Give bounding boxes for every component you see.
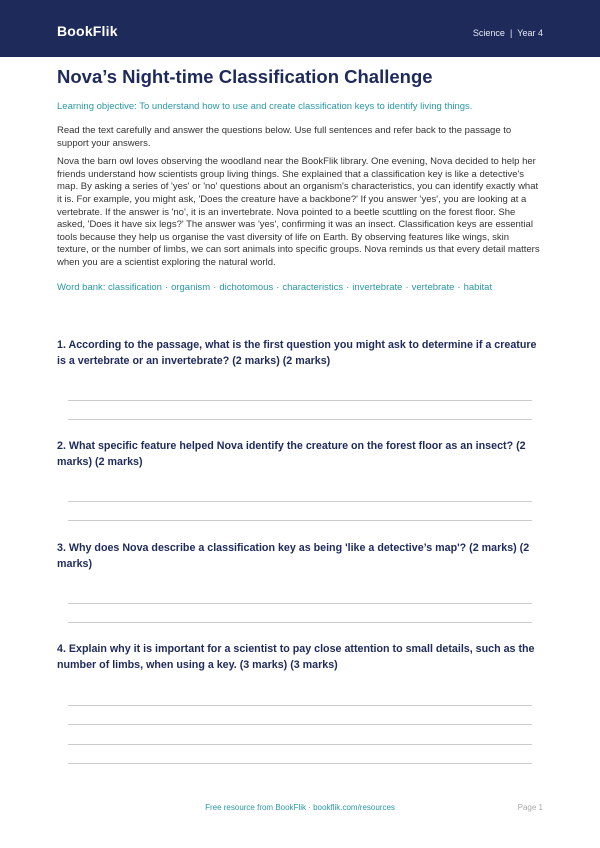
question-3 [57,541,543,572]
page-number: Page 1 [517,803,543,812]
word-bank-word: vertebrate [411,281,455,293]
question-1 [57,338,543,369]
word-bank-word: characteristics [282,281,344,293]
word-bank-word: invertebrate [352,281,403,293]
word-bank-separator: · [213,281,217,293]
question-text: 1. According to the passage, what is the first question you might ask to determine if a creature is a vertebrate or an invertebrate? (2 marks) (2 marks) [57,339,537,367]
learning-objective: Learning objective: To understand how to use and create classification keys to identify living things. [57,101,473,112]
answer-line[interactable] [68,705,532,706]
word-bank-word: dichotomous [219,281,274,293]
question-text: 2. What specific feature helped Nova identify the creature on the forest floor as an insect? (2 marks) (2 marks) [57,440,526,468]
word-bank-word: habitat [463,281,493,293]
word-bank [57,282,543,294]
word-bank-separator: · [405,281,409,293]
year-label: Year 4 [517,28,543,38]
reading-passage: Nova the barn owl loves observing the woodland near the BookFlik library. One evening, Nova decided to help her friends understand how scientists group living things. She explained that a classification key is like a detective's map. By asking a series of 'yes' or 'no' questions about an organism's characteristics, you can identify exactly what it is. For example, you might ask, 'Does the creature have a backbone?' If you answer 'yes', you are looking at a vertebrate. If the answer is 'no', it is an invertebrate. Nova pointed to a beetle scuttling on the forest floor. She asked, 'Does it have six legs?' The answer was 'yes', confirming it was an insect. Classification keys are essential tools because they help us organise the vast diversity of life on Earth. By observing features like wings, skin texture, or the number of limbs, we can sort animals into specific groups. Nova reminds us that every detail matters when you are a scientist exploring the natural world. [57,156,540,268]
instructions-text: Read the text carefully and answer the questions below. Use full sentences and refer back to the passage to support your answers. [57,125,512,149]
brand-logo-text: BookFlik [57,23,118,39]
question-4 [57,642,543,673]
worksheet-intro [57,66,543,294]
word-bank-word: classification [108,281,162,293]
word-bank-label: Word bank: [57,281,106,293]
answer-line[interactable] [68,400,532,401]
page-header [0,0,600,57]
question-text: 4. Explain why it is important for a scientist to pay close attention to small details, such as the number of limbs, when using a key. (3 marks) (3 marks) [57,643,535,671]
answer-line[interactable] [68,763,532,764]
answer-line[interactable] [68,419,532,420]
footer-resource-link[interactable]: Free resource from BookFlik · bookflik.com/resources [205,803,395,812]
question-text: 3. Why does Nova describe a classification key as being 'like a detective’s map'? (2 marks) (2 marks) [57,542,530,570]
answer-line[interactable] [68,501,532,502]
meta-separator: | [509,28,513,38]
word-bank-separator: · [276,281,280,293]
question-2 [57,439,543,470]
answer-line[interactable] [68,724,532,725]
word-bank-separator: · [457,281,461,293]
answer-line[interactable] [68,603,532,604]
header-meta [473,28,543,38]
word-bank-separator: · [346,281,350,293]
word-bank-word: organism [171,281,211,293]
word-bank-separator: · [164,281,169,293]
answer-line[interactable] [68,622,532,623]
answer-line[interactable] [68,744,532,745]
page-title: Nova’s Night-time Classification Challenge [57,66,433,87]
subject-label: Science [472,28,505,38]
answer-line[interactable] [68,520,532,521]
